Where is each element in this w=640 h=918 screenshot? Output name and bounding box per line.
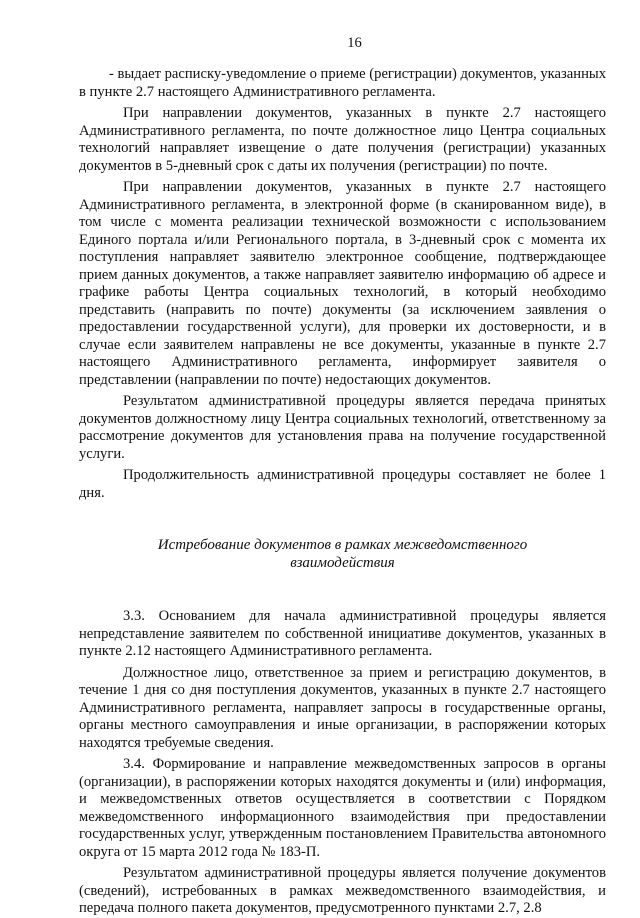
- paragraph-3-4-interagency: 3.4. Формирование и направление межведомственных запросов в органы (организации), в распоряжении которых находятся документы и (или) информация, и межведомственных ответов осуществляется в соответствии с Порядком межведомственного информационного взаимодействия при предоставлении государственных услуг, утвержденным постановлением Правительства автономного округа от 15 марта 2012 года № 183-П.: [79, 756, 606, 860]
- paragraph-procedure-result: Результатом административной процедуры является передача принятых документов должностному лицу Центра социальных технологий, ответственному за рассмотрение документов для установления права на получение государственной услуги.: [79, 393, 606, 462]
- page-number: 16: [347, 35, 362, 51]
- paragraph-interagency-result: Результатом административной процедуры является получение документов (сведений), истребованных в рамках межведомственного взаимодействия, и передача полного пакета документов, предусмотренного пунктами 2.7, 2.8: [79, 865, 606, 916]
- section-heading-line-1: Истребование документов в рамках межведомственного: [157, 537, 528, 553]
- paragraph-postal-submission: При направлении документов, указанных в пункте 2.7 настоящего Административного регламента, по почте должностное лицо Центра социальных технологий направляет извещение о дате получения (регистрации) указанных документов в 5-дневный срок с даты их получения (регистрации) по почте.: [79, 105, 606, 174]
- body-before-heading: [79, 66, 606, 502]
- section-heading: [79, 536, 606, 572]
- paragraph-electronic-submission: При направлении документов, указанных в пункте 2.7 настоящего Административного регламента, в электронной форме (в сканированном виде), в том числе с момента реализации технической возможности с использованием Единого портала и/или Регионального портала, в 3-дневный срок с момента их поступления направляет заявителю электронное сообщение, подтверждающее прием данных документов, а также направляет заявителю информацию об адресе и графике работы Центра социальных технологий, в который необходимо представить (направить по почте) документы (за исключением заявления о предоставлении государственной услуги), для проверки их достоверности, и в случае если заявителем направлены не все документы, указанные в пункте 2.7 настоящего Административного регламента, информирует заявителя о представлении (направлении по почте) недостающих документов.: [79, 179, 606, 388]
- paragraph-procedure-duration: Продолжительность административной процедуры составляет не более 1 дня.: [79, 467, 606, 501]
- paragraph-official-requests: Должностное лицо, ответственное за прием и регистрацию документов, в течение 1 дня со дня поступления документов, указанных в пункте 2.7 настоящего Административного регламента, направляет запросы в государственные органы, органы местного самоуправления и иные организации, в распоряжении которых находятся требуемые сведения.: [79, 664, 606, 751]
- section-heading-line-2: взаимодействия: [290, 555, 395, 571]
- paragraph-receipt-notice: - выдает расписку-уведомление о приеме (регистрации) документов, указанных в пункте 2.7 настоящего Административного регламента.: [79, 66, 606, 100]
- body-after-heading: [79, 608, 606, 918]
- paragraph-3-3-basis: 3.3. Основанием для начала административной процедуры является непредставление заявителем по собственной инициативе документов, указанных в пункте 2.12 настоящего Административного регламента.: [79, 608, 606, 659]
